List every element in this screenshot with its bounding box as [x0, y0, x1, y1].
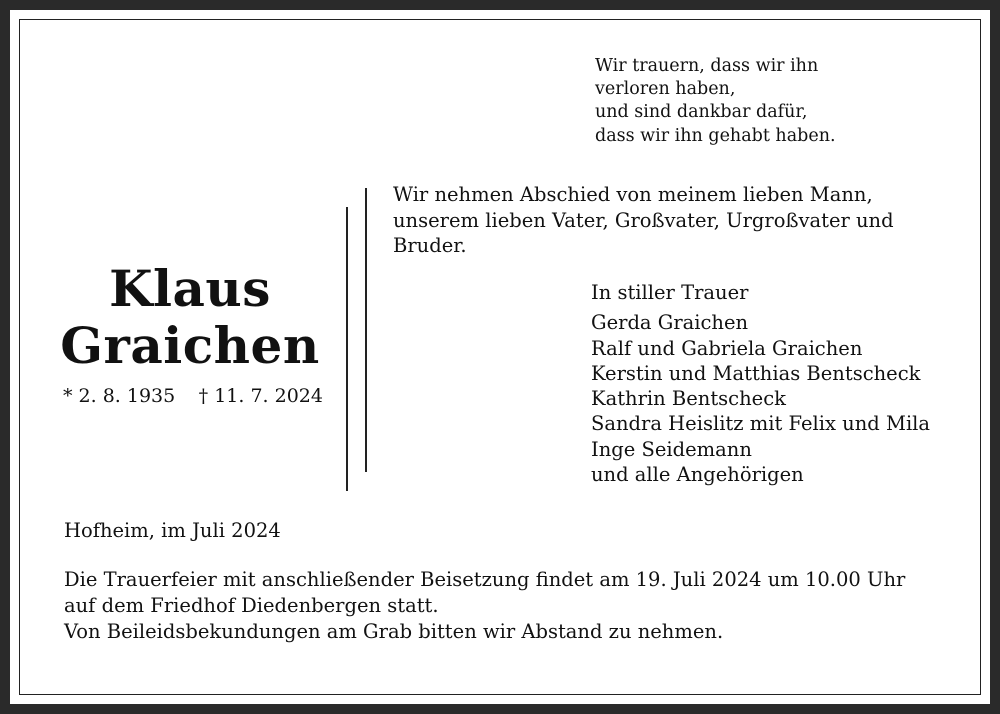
- first-name: Klaus: [109, 259, 271, 318]
- mourner-name: Gerda Graichen: [591, 311, 749, 335]
- farewell-text: [393, 182, 953, 259]
- divider-line-left: [346, 207, 348, 491]
- mourner-name: Kathrin Bentscheck: [591, 387, 786, 411]
- life-dates: [63, 385, 323, 407]
- funeral-line: auf dem Friedhof Diedenbergen statt.: [64, 594, 439, 617]
- funeral-details: [64, 567, 905, 645]
- birth-date: * 2. 8. 1935: [63, 385, 176, 407]
- divider-line-right: [365, 188, 367, 472]
- death-date: † 11. 7. 2024: [198, 385, 323, 407]
- poem-line: und sind dankbar dafür,: [595, 102, 808, 123]
- deceased-name: [30, 260, 350, 374]
- mourners-list: [591, 280, 930, 487]
- farewell-line: Wir nehmen Abschied von meinem lieben Mann,: [393, 183, 873, 206]
- funeral-line: Von Beileidsbekundungen am Grab bitten wir Abstand zu nehmen.: [64, 620, 724, 643]
- obituary-notice: [10, 10, 990, 704]
- last-name: Graichen: [60, 316, 320, 375]
- poem-line: Wir trauern, dass wir ihn: [595, 56, 819, 76]
- funeral-line: Die Trauerfeier mit anschließender Beisetzung findet am 19. Juli 2024 um 10.00 Uhr: [64, 568, 906, 591]
- farewell-line: Bruder.: [393, 234, 467, 257]
- mourner-name: Inge Seidemann: [591, 437, 752, 461]
- poem-line: dass wir ihn gehabt haben.: [595, 125, 836, 146]
- mourner-name: Sandra Heislitz mit Felix und Mila: [591, 412, 931, 436]
- mourner-name: Kerstin und Matthias Bentscheck: [591, 361, 921, 385]
- place-and-date: Hofheim, im Juli 2024: [64, 519, 281, 542]
- poem: [595, 55, 836, 148]
- mourner-name: und alle Angehörigen: [591, 463, 804, 487]
- mourners-heading: In stiller Trauer: [591, 281, 749, 304]
- mourner-name: Ralf und Gabriela Graichen: [591, 336, 863, 360]
- poem-line: verloren haben,: [595, 79, 736, 100]
- farewell-line: unserem lieben Vater, Großvater, Urgroßvater und: [393, 208, 894, 232]
